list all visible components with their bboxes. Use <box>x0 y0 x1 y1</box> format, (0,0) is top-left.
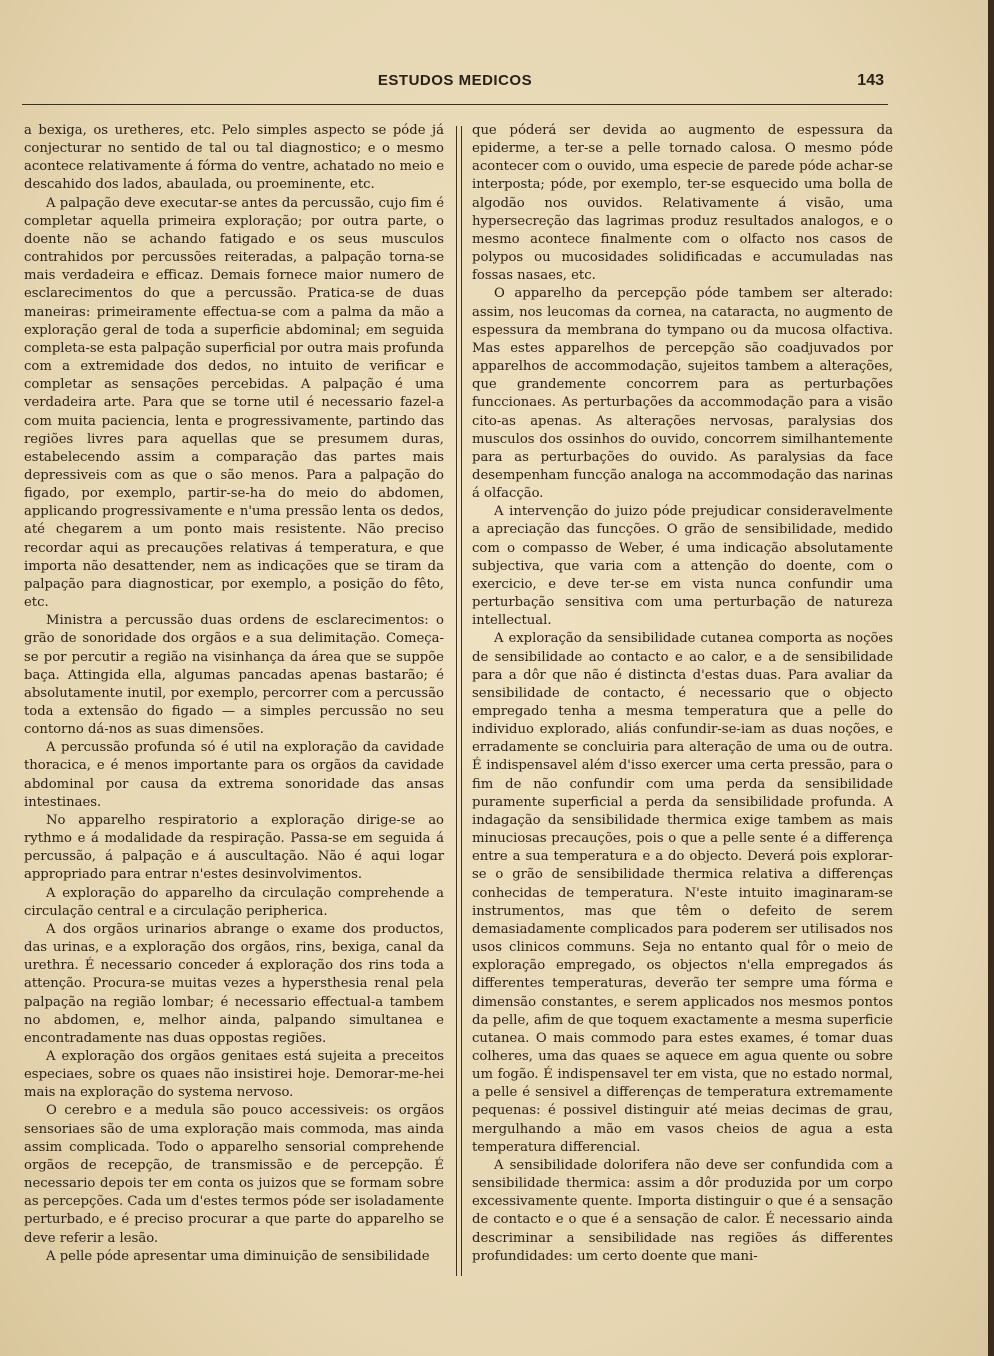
paragraph: A intervenção do juizo póde prejudicar consideravelmente a apreciação das funcções. O grão de sensibilidade, medido com o compasso de Weber, é uma indicação absolutamente subjectiva, que varia com a attenção do doente, com o exercicio, e deve ter-se em vista nunca confundir uma perturbação sensitiva com uma perturbação de natureza intellectual. <box>472 504 893 629</box>
paragraph: O cerebro e a medula são pouco accessiveis: os orgãos sensoriaes são de uma exploração mais commoda, mas ainda assim complicada. Todo o apparelho sensorial comprehende orgãos de recepção, de transmissão e de percepção. É necessario depois ter em conta os juizos que se formam sobre as percepções. Cada um d'estes termos póde ser isoladamente perturbado, e é preciso procurar a que parte do apparelho se deve referir a lesão. <box>24 1103 444 1246</box>
page-number: 143 <box>857 72 884 89</box>
page-header <box>22 66 888 106</box>
paragraph: Ministra a percussão duas ordens de esclarecimentos: o grão de sonoridade dos orgãos e a sua delimitação. Começa-se por percutir a região na visinhança da área que se suppõe baça. Attingida ella, algumas pancadas apenas bastarão; é absolutamente inutil, por exemplo, percorrer com a percussão toda a extensão do figado — a simples percussão no seu contorno dá-nos as suas dimensões. <box>24 613 444 738</box>
paragraph: A pelle póde apresentar uma diminuição de sensibilidade <box>46 1248 430 1264</box>
paragraph: A exploração da sensibilidade cutanea comporta as noções de sensibilidade ao contacto e ao calor, e a de sensibilidade para a dôr que não é distincta d'estas duas. Para avaliar da sensibilidade de contacto, é necessario que o objecto empregado tenha a mesma temperatura que a pelle do individuo explorado, aliás confundir-se-iam as duas noções, e erradamente se concluiria para alteração de uma ou de outra. É indispensavel além d'isso exercer uma certa pressão, para o fim de não confundir com uma perda da sensibilidade puramente superficial a perda da sensibilidade profunda. A indagação da sensibilidade thermica exige tambem as mais minuciosas precauções, pois o que a pelle sente é a differença entre a sua temperatura e a do objecto. Deverá pois explorar-se o grão de sensibilidade thermica relativa a differenças conhecidas de temperatura. N'este intuito imaginaram-se instrumentos, mas que têm o defeito de serem demasiadamente complicados para poderem ser utilisados nos usos clinicos communs. Seja no entanto qual fôr o meio de exploração empregado, os objectos n'ella empregados ás differentes temperaturas, deverão ter sempre uma fórma e dimensão constantes, e serem applicados nos mesmos pontos da pelle, afim de que toquem exactamente a mesma superficie cutanea. O mais commodo para estes exames, é tomar duas colheres, uma das quaes se aquece em agua quente ou sobre um fogão. É indispensavel ter em vista, que no estado normal, a pelle é sensivel a differenças de temperatura extremamente pequenas: é possivel distinguir até meias decimas de grau, mergulhando a mão em vasos cheios de agua a esta temperatura differencial. <box>472 631 893 1155</box>
paragraph: a bexiga, os uretheres, etc. Pelo simples aspecto se póde já conjecturar no sentido de tal ou tal diagnostico; e o mesmo acontece relativamente á fórma do ventre, achatado no meio e descahido dos lados, abaulada, ou proeminente, etc. <box>24 123 444 193</box>
left-column <box>24 122 444 1266</box>
text-columns <box>24 122 896 1322</box>
running-title: ESTUDOS MEDICOS <box>377 72 533 89</box>
paragraph: A percussão profunda só é util na exploração da cavidade thoracica, e é menos importante para os orgãos da cavidade abdominal por causa da extrema sonoridade das ansas intestinaes. <box>24 740 444 810</box>
paragraph: No apparelho respiratorio a exploração dirige-se ao rythmo e á modalidade da respiração. Passa-se em seguida á percussão, á palpação e á auscultação. Não é aqui logar appropriado para entrar n'estes desinvolvimentos. <box>24 812 444 883</box>
paragraph: A exploração dos orgãos genitaes está sujeita a preceitos especiaes, sobre os quaes não insistirei hoje. Demorar-me-hei mais na exploração do systema nervoso. <box>24 1048 444 1101</box>
paragraph: A palpação deve executar-se antes da percussão, cujo fim é completar aquella primeira exploração; por outra parte, o doente não se achando fatigado e os seus musculos contrahidos por percussões reiteradas, a palpação torna-se mais verdadeira e efficaz. Demais fornece maior numero de esclarecimentos do que a percussão. Pratica-se de duas maneiras: primeiramente effectua-se com a palma da mão a exploração geral de toda a superficie abdominal; em seguida completa-se esta palpação superficial por outra mais profunda com a extremidade dos dedos, no intuito de verificar e completar as sensações percebidas. A palpação é uma verdadeira arte. Para que se torne util é necessario fazel-a com muita paciencia, lenta e progressivamente, partindo das regiões livres para aquellas que se presumem duras, estabelecendo assim a comparação das partes mais depressiveis com as que o são menos. Para a palpação do figado, por exemplo, partir-se-ha do meio do abdomen, applicando progressivamente e n'uma pressão lenta os dedos, até chegarem a um ponto mais resistente. Não preciso recordar aqui as precauções relativas á temperatura, e que importa não desattender, nem as indicações que se tiram da palpação para diagnosticar, por exemplo, a posição do fêto, etc. <box>24 195 444 611</box>
paragraph: O apparelho da percepção póde tambem ser alterado: assim, nos leucomas da cornea, na cataracta, no augmento de espessura da membrana do tympano ou da mucosa olfactiva. Mas estes apparelhos de percepção são coadjuvados por apparelhos de accommodação, sujeitos tambem a alterações, que grandemente concorrem para as perturbações funccionaes. As perturbações da accommodação para a visão cito-as apenas. As alterações nervosas, paralysias dos musculos dos ossinhos do ouvido, concorrem similhantemente para as perturbações do ouvido. As paralysias da face desempenham funcção analoga na accommodação das narinas á olfacção. <box>472 286 893 502</box>
paragraph: que póderá ser devida ao augmento de espessura da epiderme, a ter-se a pelle tornado calosa. O mesmo póde acontecer com o ouvido, uma especie de parede póde achar-se interposta; póde, por exemplo, ter-se esquecido uma bolla de algodão nos ouvidos. Relativamente á visão, uma hypersecreção das lagrimas produz resultados analogos, e o mesmo acontece finalmente com o olfacto nos casos de polypos ou mucosidades solidificadas e accumuladas nas fossas nasaes, etc. <box>472 123 893 284</box>
paragraph: A dos orgãos urinarios abrange o exame dos productos, das urinas, e a exploração dos orgãos, rins, bexiga, canal da urethra. É necessario conceder á exploração dos rins toda a attenção. Procura-se muitas vezes a hypersthesia renal pela palpação na região lombar; é necessario effectual-a tambem no abdomen, e, melhor ainda, palpando simultanea e encontradamente nas duas oppostas regiões. <box>24 921 444 1046</box>
column-divider <box>456 126 462 1276</box>
paragraph: A sensibilidade dolorifera não deve ser confundida com a sensibilidade thermica: assim a dôr produzida por um corpo excessivamente quente. Importa distinguir o que é a sensação de contacto e o que é a sensação de calor. É necessario ainda descriminar a sensibilidade nas regiões ás differentes profundidades: um certo doente que mani- <box>472 1157 893 1264</box>
header-rule <box>22 104 888 105</box>
right-column <box>472 122 893 1266</box>
paragraph: A exploração do apparelho da circulação comprehende a circulação central e a circulação peripherica. <box>24 885 444 919</box>
